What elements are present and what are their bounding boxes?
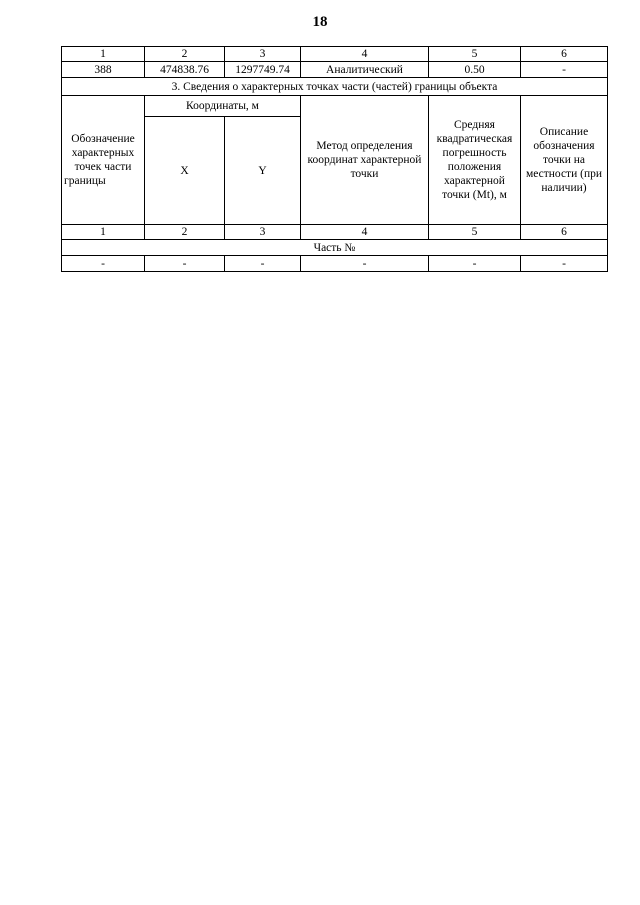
column-number-row: [62, 225, 608, 240]
method-header: Метод определения координат характерной точки: [301, 96, 429, 225]
empty-cell: -: [301, 256, 429, 272]
coordinates-table: [61, 46, 608, 272]
error-header: Средняя квадратическая погрешность положения характерной точки (Mt), м: [429, 96, 521, 225]
x-coordinate-cell: 474838.76: [145, 62, 225, 78]
column-number-row: [62, 47, 608, 62]
empty-cell: -: [429, 256, 521, 272]
x-header: X: [145, 117, 225, 225]
col-number-cell: 5: [429, 225, 521, 240]
section-title: 3. Сведения о характерных точках части (частей) границы объекта: [62, 78, 608, 96]
point-number-cell: 388: [62, 62, 145, 78]
col-number-cell: 2: [145, 225, 225, 240]
col-number-cell: 2: [145, 47, 225, 62]
col-number-cell: 6: [521, 225, 608, 240]
col-number-cell: 3: [225, 225, 301, 240]
designation-header: [62, 96, 145, 225]
y-header: Y: [225, 117, 301, 225]
col-number-cell: 1: [62, 225, 145, 240]
error-cell: 0.50: [429, 62, 521, 78]
empty-cell: -: [145, 256, 225, 272]
empty-cell: -: [62, 256, 145, 272]
y-coordinate-cell: 1297749.74: [225, 62, 301, 78]
empty-cell: -: [225, 256, 301, 272]
col-number-cell: 5: [429, 47, 521, 62]
coordinates-header: Координаты, м: [145, 96, 301, 117]
table-row: [62, 62, 608, 78]
header-row: [62, 96, 608, 117]
empty-cell: -: [521, 256, 608, 272]
designation-header-text: Обозначение характерных точек части границы: [64, 133, 135, 187]
section-title-row: [62, 78, 608, 96]
table-row: [62, 256, 608, 272]
col-number-cell: 3: [225, 47, 301, 62]
page-number: 18: [312, 14, 328, 30]
description-cell: -: [521, 62, 608, 78]
col-number-cell: 4: [301, 47, 429, 62]
col-number-cell: 4: [301, 225, 429, 240]
description-header: Описание обозначения точки на местности (при наличии): [521, 96, 608, 225]
method-cell: Аналитический: [301, 62, 429, 78]
col-number-cell: 1: [62, 47, 145, 62]
part-label: Часть №: [62, 240, 608, 256]
col-number-cell: 6: [521, 47, 608, 62]
part-label-row: [62, 240, 608, 256]
